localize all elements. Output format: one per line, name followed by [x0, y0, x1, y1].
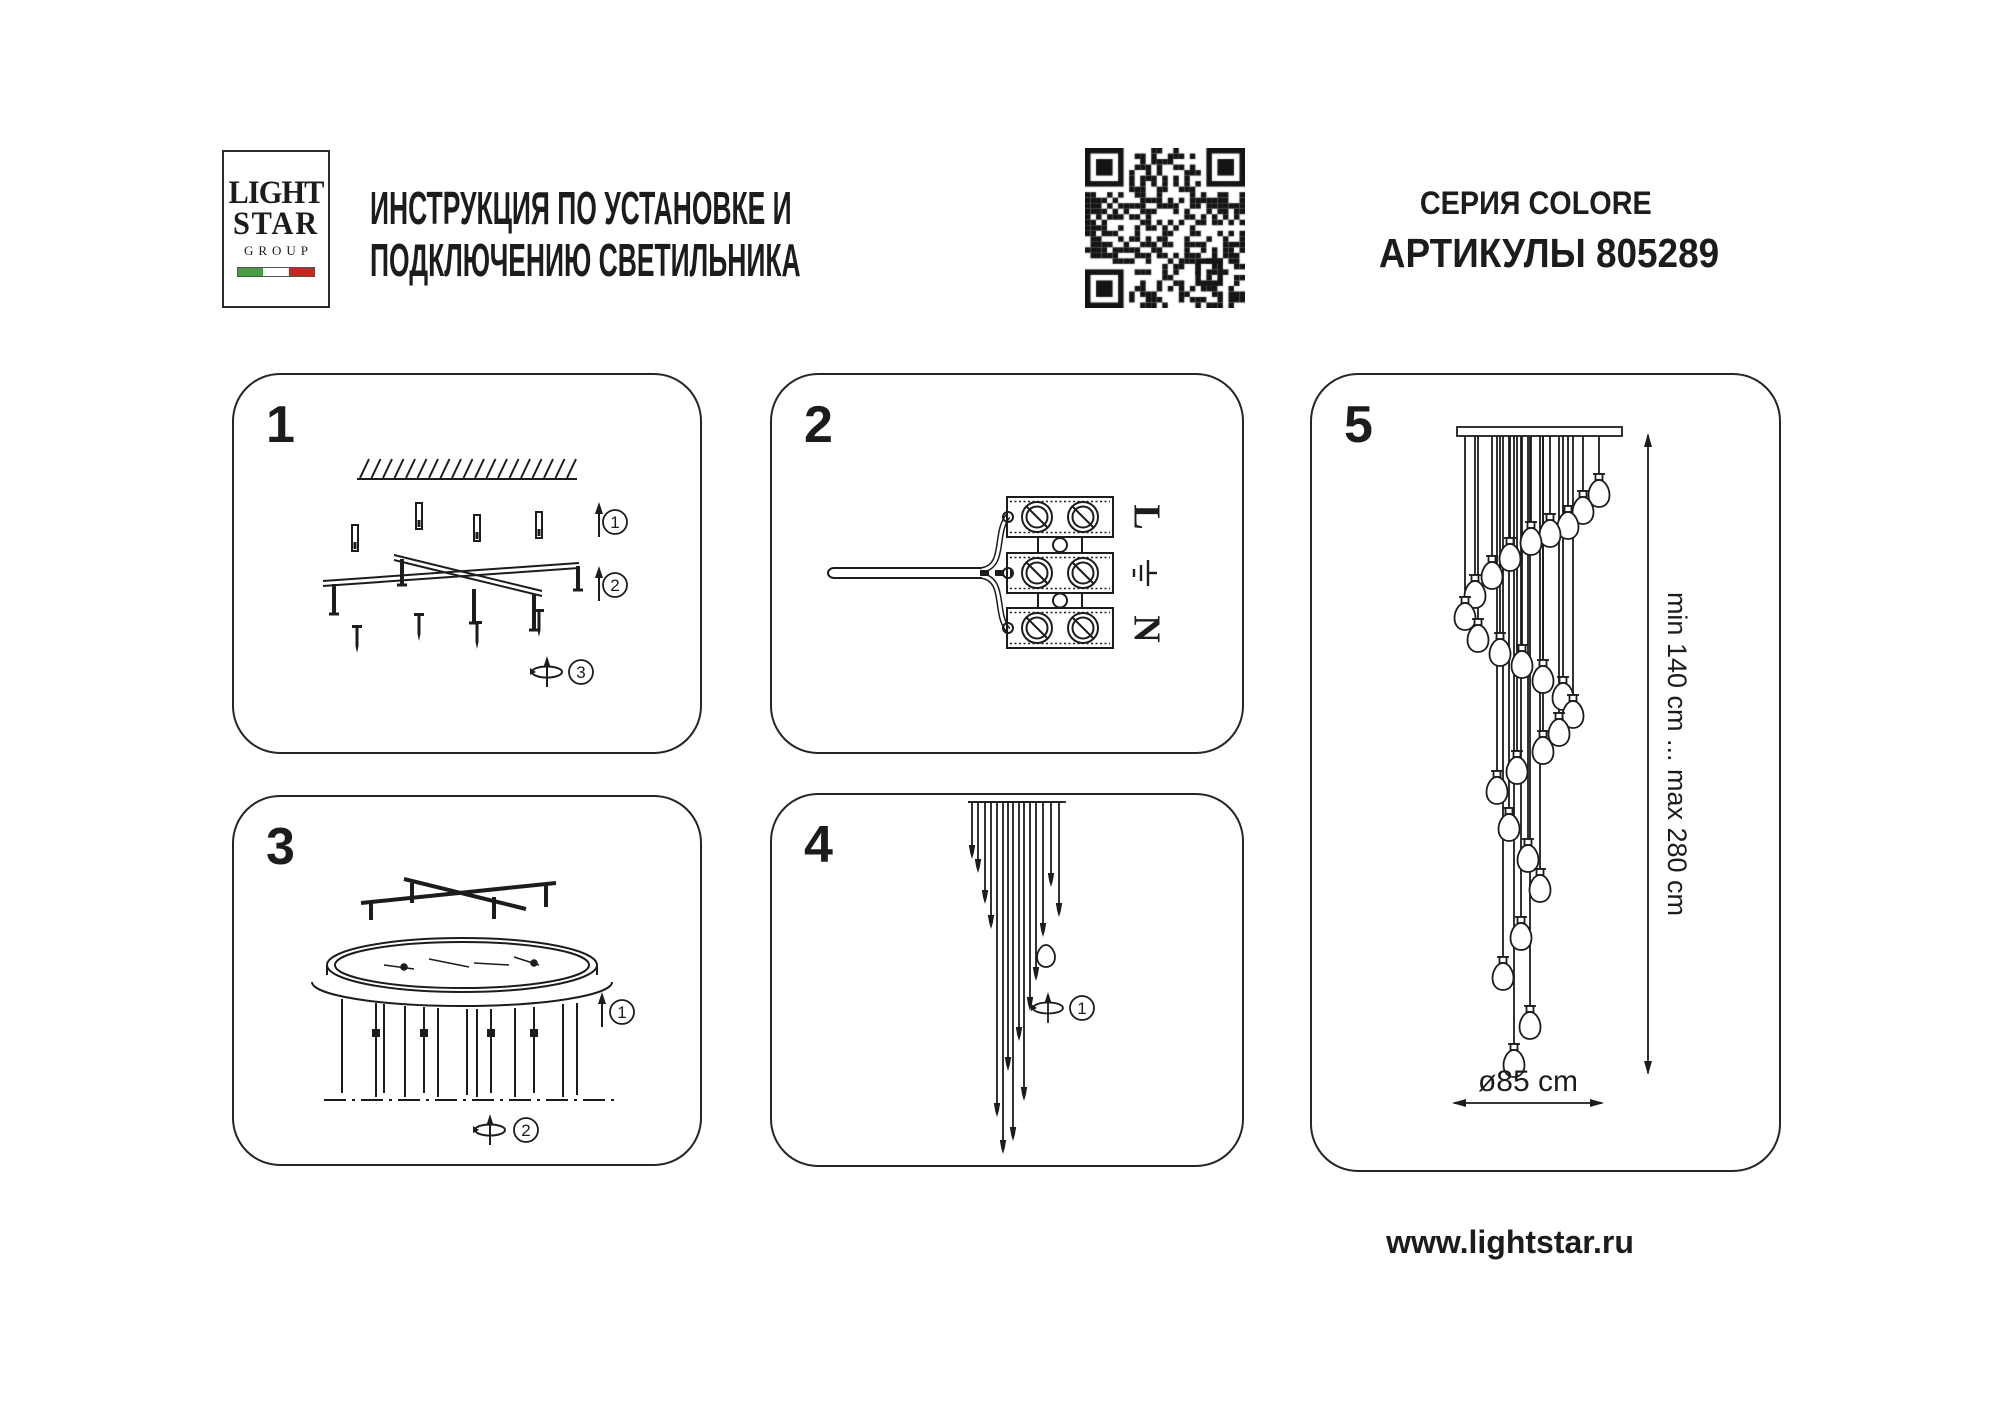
rotate-arrow-icon [530, 656, 562, 687]
ground-symbol-icon [1134, 560, 1157, 586]
article-number: АРТИКУЛЫ 805289 [1378, 230, 1720, 276]
logo-word-group: GROUP [243, 243, 314, 258]
panel-3-diagram [234, 797, 700, 1164]
svg-text:3: 3 [576, 663, 586, 682]
svg-text:1: 1 [1077, 999, 1087, 1018]
panel-5-number: 5 [1344, 396, 1373, 454]
logo-word-star: STAR [232, 206, 320, 242]
rotate-arrow-icon [473, 1114, 505, 1145]
lightstar-logo [222, 150, 330, 308]
italian-flag-icon [237, 267, 315, 277]
rotate-arrow-icon [1031, 992, 1063, 1023]
svg-text:2: 2 [521, 1121, 531, 1140]
step-badge-3 [569, 660, 593, 684]
title-line-2: ПОДКЛЮЧЕНИЮ СВЕТИЛЬНИКА [370, 234, 801, 286]
page-title [370, 182, 1119, 286]
qr-code [1085, 148, 1245, 308]
panel-4-number: 4 [804, 816, 833, 874]
panel-1-diagram [234, 375, 700, 752]
ceiling-plate [1457, 427, 1622, 436]
dimension-arrow-vertical [1644, 433, 1652, 1075]
panel-5-diagram [1312, 375, 1779, 1170]
svg-text:1: 1 [617, 1003, 627, 1022]
step-panel-3 [232, 795, 702, 1166]
panel-2-diagram [772, 375, 1242, 752]
logo-word-light: LIGHT [228, 175, 324, 211]
panel-1-number: 1 [266, 396, 295, 454]
step-panel-5 [1310, 373, 1781, 1172]
mounting-screws [352, 609, 544, 653]
mounting-crossbar [323, 555, 579, 596]
label-live: L [1125, 504, 1168, 530]
up-arrow-icon [595, 502, 603, 601]
step-badge-2 [603, 573, 627, 597]
dimension-arrow-horizontal [1452, 1099, 1604, 1107]
panel-2-number: 2 [804, 396, 833, 454]
panel-3-number: 3 [266, 818, 295, 876]
crossbar-above-canopy [361, 879, 556, 920]
step-badge-1 [1070, 996, 1094, 1020]
step-panel-4 [770, 793, 1244, 1167]
panel-4-diagram [772, 795, 1242, 1165]
suspension-wires [968, 802, 1063, 1154]
website-url: www.lightstar.ru [1386, 1224, 1634, 1260]
step-badge-1 [610, 1000, 634, 1024]
pendant-outline [1037, 945, 1055, 967]
product-info [1360, 185, 1720, 276]
ceiling-hatch [357, 459, 577, 479]
up-arrow-icon [598, 992, 606, 1027]
anchor-dowels [352, 503, 542, 551]
step-badge-2 [514, 1118, 538, 1142]
series-name: СЕРИЯ COLORE [1420, 185, 1652, 221]
svg-text:1: 1 [610, 513, 620, 532]
svg-text:2: 2 [610, 576, 620, 595]
supply-cable [828, 568, 982, 578]
step-panel-2 [770, 373, 1244, 754]
canopy-base [312, 938, 612, 1006]
height-dimension-label: min 140 cm ... max 280 cm [1662, 591, 1692, 917]
diameter-dimension-label: ø85 cm [1477, 1065, 1579, 1098]
hanging-cables [342, 999, 577, 1097]
step-panel-1 [232, 373, 702, 754]
step-badge-1 [603, 510, 627, 534]
label-neutral: N [1125, 615, 1168, 643]
terminal-block [1003, 497, 1113, 648]
title-line-1: ИНСТРУКЦИЯ ПО УСТАНОВКЕ И [370, 182, 792, 234]
